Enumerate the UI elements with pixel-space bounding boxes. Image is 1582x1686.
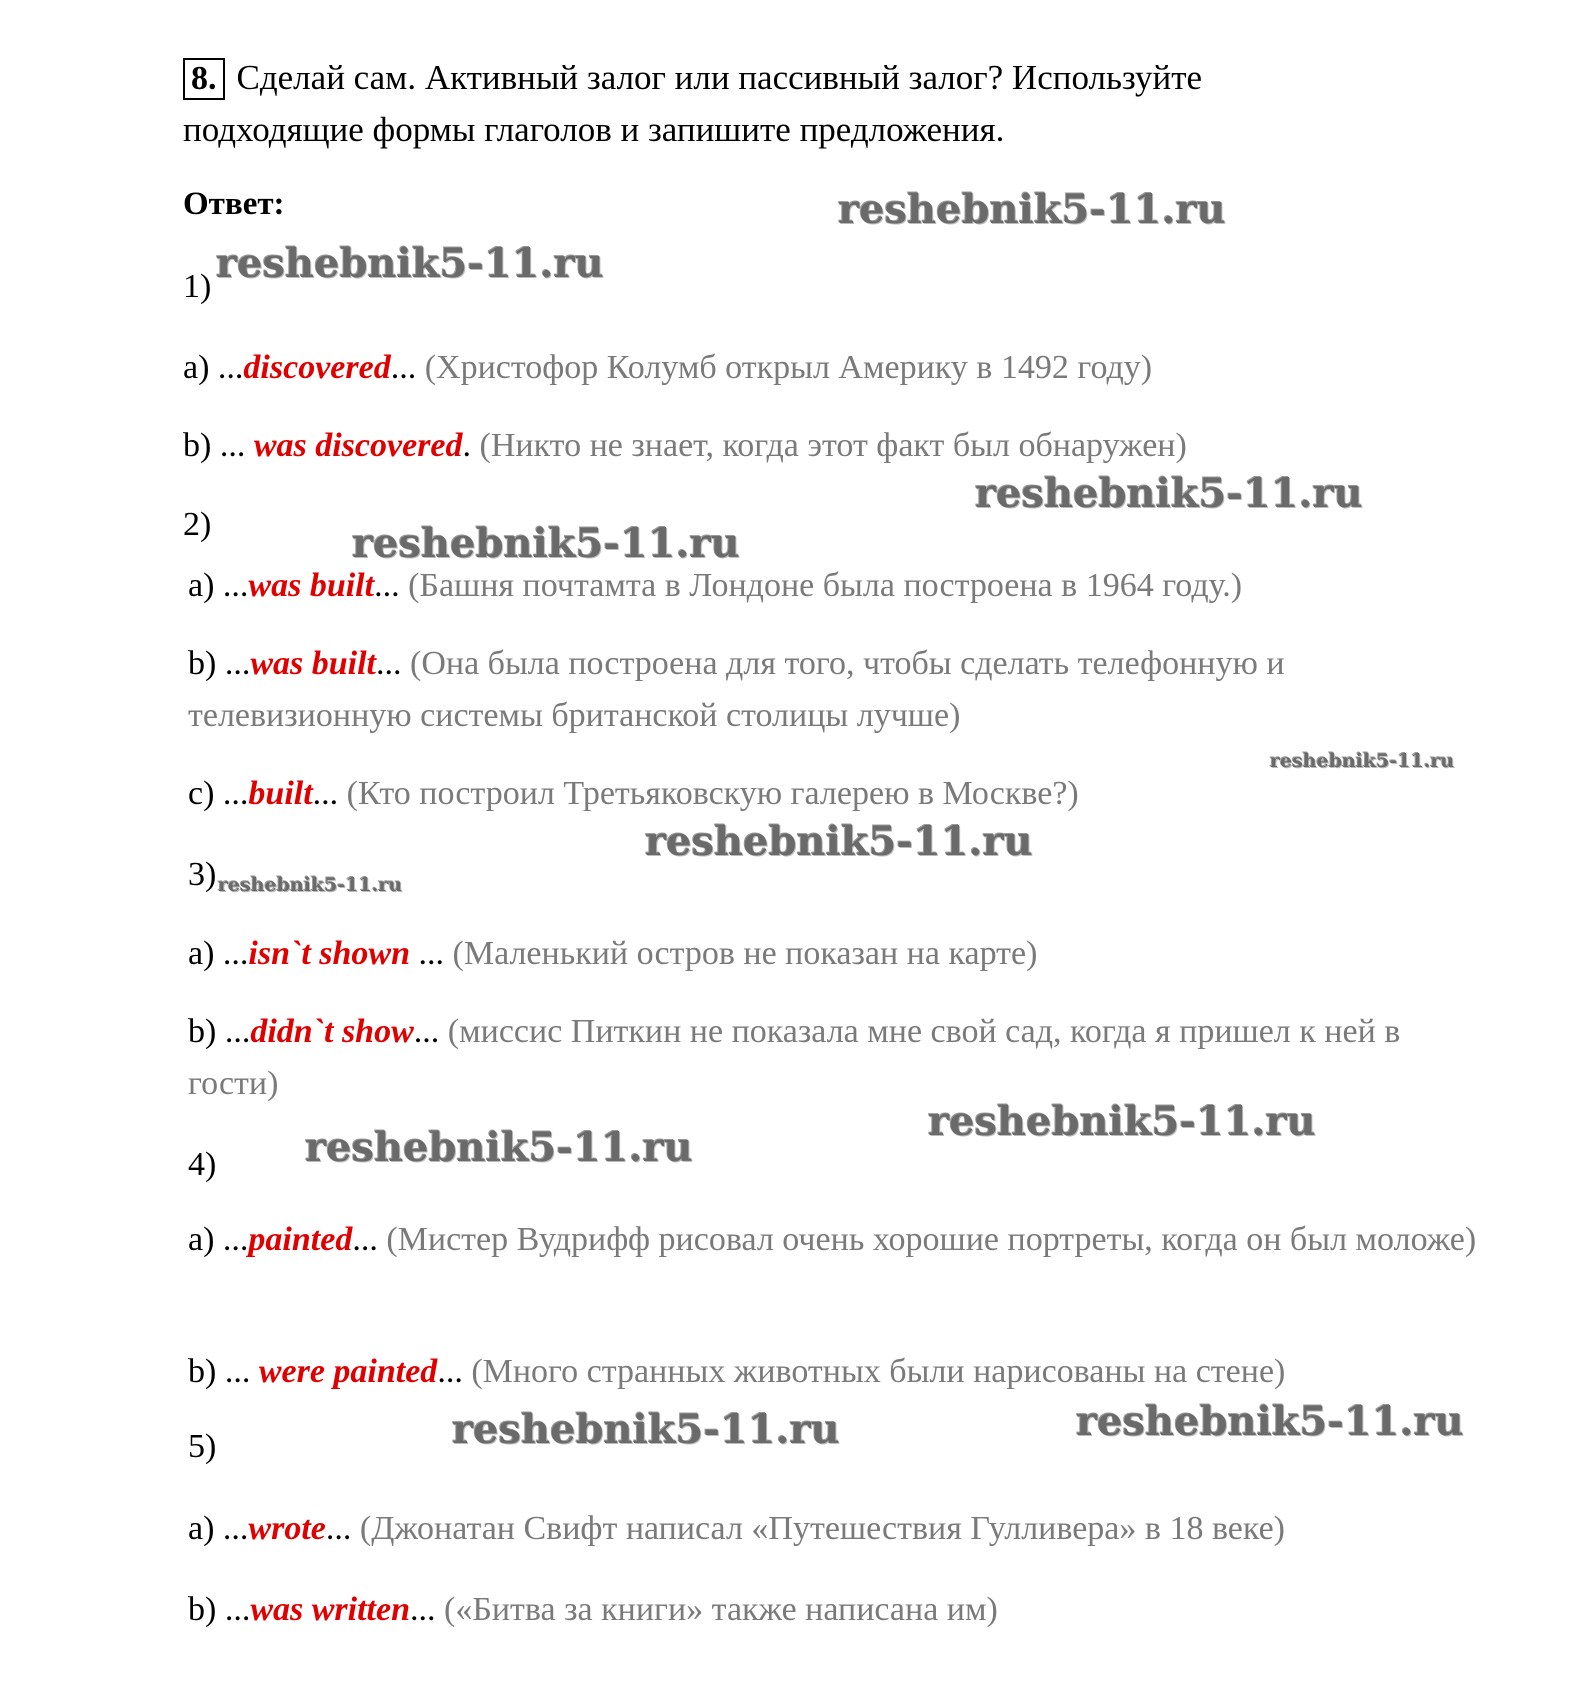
answer-verb: didn`t show [250, 1013, 414, 1050]
translation: (Маленький остров не показан на карте) [444, 935, 1038, 972]
answer-verb: was built [248, 567, 375, 604]
watermark-logo: reshebnik5-11.ru [218, 874, 403, 896]
answer-verb: was written [250, 1591, 410, 1628]
answer-verb: built [248, 775, 313, 812]
watermark-logo: reshebnik5-11.ru [352, 520, 740, 567]
item-1a: a) ...discovered... (Христофор Колумб открыл Америку в 1492 году) [183, 349, 1153, 386]
translation: (Джонатан Свифт написал «Путешествия Гулливера» в 18 веке) [351, 1510, 1285, 1547]
answer-label: Ответ: [183, 186, 285, 222]
item-3-number: 3) [188, 856, 217, 893]
translation: (Христофор Колумб открыл Америку в 1492 году) [416, 349, 1153, 386]
answer-verb: painted [248, 1221, 353, 1258]
watermark-logo: reshebnik5-11.ru [305, 1124, 693, 1171]
item-4-number: 4) [188, 1146, 217, 1183]
item-2a: a) ...was built... (Башня почтамта в Лондоне была построена в 1964 году.) [188, 567, 1243, 604]
item-1-number: 1) [183, 268, 212, 305]
translation: («Битва за книги» также написана им) [435, 1591, 998, 1628]
watermark-logo: reshebnik5-11.ru [975, 470, 1363, 517]
watermark-logo: reshebnik5-11.ru [645, 818, 1033, 865]
watermark-logo: reshebnik5-11.ru [928, 1098, 1316, 1145]
item-2b: b) ...was built... (Она была построена для того, чтобы сделать телефонную и телевизионную системы британской столицы лучше) [188, 645, 1285, 734]
item-1b: b) ... was discovered. (Никто не знает, когда этот факт был обнаружен) [183, 427, 1187, 464]
task-heading [183, 52, 1383, 156]
answer-verb: were painted [258, 1353, 438, 1390]
answer-verb: was discovered [253, 427, 463, 464]
translation: (Кто построил Третьяковскую галерею в Москве?) [338, 775, 1079, 812]
translation: (Никто не знает, когда этот факт был обнаружен) [471, 427, 1187, 464]
item-3b: b) ...didn`t show... (миссис Питкин не показала мне свой сад, когда я пришел к ней в гости) [188, 1013, 1401, 1102]
watermark-logo: reshebnik5-11.ru [1076, 1398, 1464, 1445]
watermark-logo: reshebnik5-11.ru [452, 1406, 840, 1453]
translation: (миссис Питкин не показала мне свой сад, когда я пришел к ней в гости) [188, 1013, 1401, 1102]
translation: (Мистер Вудрифф рисовал очень хорошие портреты, когда он был моложе) [377, 1221, 1477, 1258]
answer-verb: discovered [243, 349, 391, 386]
item-2c: c) ...built... (Кто построил Третьяковскую галерею в Москве?) [188, 775, 1079, 812]
item-4a: a) ...painted... (Мистер Вудрифф рисовал очень хорошие портреты, когда он был моложе) [188, 1221, 1477, 1258]
task-instructions: Сделай сам. Активный залог или пассивный залог? Используйте подходящие формы глаголов и запишите предложения. [183, 58, 1203, 149]
translation: (Много странных животных были нарисованы на стене) [462, 1353, 1286, 1390]
item-5a: a) ...wrote... (Джонатан Свифт написал «Путешествия Гулливера» в 18 веке) [188, 1510, 1285, 1547]
task-number: 8. [183, 58, 225, 100]
item-5b: b) ...was written... («Битва за книги» также написана им) [188, 1591, 998, 1628]
item-3a: a) ...isn`t shown ... (Маленький остров не показан на карте) [188, 935, 1038, 972]
watermark-logo: reshebnik5-11.ru [838, 186, 1226, 233]
watermark-logo: reshebnik5-11.ru [216, 240, 604, 287]
translation: (Она была построена для того, чтобы сделать телефонную и телевизионную системы британской столицы лучше) [188, 645, 1285, 734]
item-5-number: 5) [188, 1428, 217, 1465]
watermark-logo: reshebnik5-11.ru [1270, 750, 1455, 772]
answer-verb: isn`t shown [248, 935, 411, 972]
item-4b: b) ... were painted... (Много странных животных были нарисованы на стене) [188, 1353, 1286, 1390]
translation: (Башня почтамта в Лондоне была построена в 1964 году.) [399, 567, 1243, 604]
item-2-number: 2) [183, 506, 212, 543]
answer-verb: was built [250, 645, 376, 682]
answer-verb: wrote [248, 1510, 326, 1547]
